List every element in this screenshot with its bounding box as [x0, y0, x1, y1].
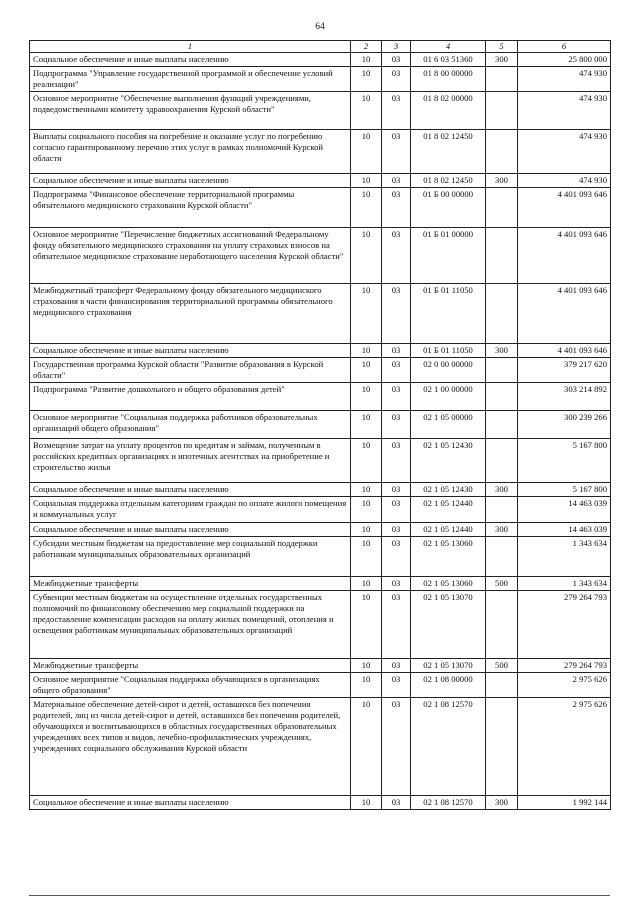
row-section-cell: 10 — [351, 796, 382, 810]
row-amount-cell: 14 463 039 — [518, 523, 611, 537]
budget-table — [29, 40, 611, 810]
row-subsection-cell: 03 — [382, 53, 411, 67]
row-amount-cell: 1 992 144 — [518, 796, 611, 810]
row-subsection-cell: 03 — [382, 344, 411, 358]
header-col-4: 4 — [411, 41, 486, 53]
row-subsection-cell: 03 — [382, 591, 411, 659]
row-name-cell: Материальное обеспечение детей-сирот и детей, оставшихся без попечения родителей, лиц из числа детей-сирот и детей, оставшихся без попечения родителей, обучающихся и воспитывающихся в областных государственных образовательных учреждениях всех типов и видов, лечебно-профилактических учреждениях, учреждениях социального обслуживания Курской области — [30, 698, 351, 796]
row-subsection-cell: 03 — [382, 67, 411, 92]
row-name-cell: Основное мероприятие "Социальная поддержка обучающихся в организациях общего образования" — [30, 673, 351, 698]
row-section-cell: 10 — [351, 344, 382, 358]
table-row — [30, 92, 611, 130]
row-expense-type-cell — [486, 439, 518, 483]
row-name-cell: Субсидии местным бюджетам на предоставление мер социальной поддержки работникам муниципальных образовательных организаций — [30, 537, 351, 577]
row-section-cell: 10 — [351, 523, 382, 537]
row-name-cell: Социальное обеспечение и иные выплаты населению — [30, 483, 351, 497]
row-subsection-cell: 03 — [382, 523, 411, 537]
row-subsection-cell: 03 — [382, 497, 411, 523]
table-row — [30, 659, 611, 673]
row-section-cell: 10 — [351, 228, 382, 284]
row-amount-cell: 1 343 634 — [518, 537, 611, 577]
row-section-cell: 10 — [351, 537, 382, 577]
table-row — [30, 698, 611, 796]
row-section-cell: 10 — [351, 659, 382, 673]
table-row — [30, 483, 611, 497]
row-expense-type-cell — [486, 188, 518, 228]
row-subsection-cell: 03 — [382, 188, 411, 228]
row-section-cell: 10 — [351, 174, 382, 188]
table-row — [30, 228, 611, 284]
row-target-article-cell: 02 1 05 13070 — [411, 659, 486, 673]
table-row — [30, 358, 611, 383]
row-amount-cell: 5 167 800 — [518, 483, 611, 497]
row-target-article-cell: 01 6 03 51360 — [411, 53, 486, 67]
row-amount-cell: 14 463 039 — [518, 497, 611, 523]
row-expense-type-cell: 300 — [486, 523, 518, 537]
row-expense-type-cell: 300 — [486, 796, 518, 810]
table-header-row — [30, 41, 611, 53]
row-name-cell: Социальное обеспечение и иные выплаты населению — [30, 344, 351, 358]
row-name-cell: Социальное обеспечение и иные выплаты населению — [30, 796, 351, 810]
table-row — [30, 284, 611, 344]
row-target-article-cell: 02 1 08 00000 — [411, 673, 486, 698]
row-name-cell: Основное мероприятие "Перечисление бюджетных ассигнований Федеральному фонду обязательного медицинского страхования на уплату страховых взносов на обязательное медицинское страхование неработающего населения Курской области" — [30, 228, 351, 284]
row-name-cell: Основное мероприятие "Социальная поддержка работников образовательных организаций общего образования" — [30, 411, 351, 439]
row-subsection-cell: 03 — [382, 659, 411, 673]
row-name-cell: Подпрограмма "Развитие дошкольного и общего образования детей" — [30, 383, 351, 411]
row-amount-cell: 5 167 800 — [518, 439, 611, 483]
header-col-1: 1 — [30, 41, 351, 53]
table-row — [30, 497, 611, 523]
row-expense-type-cell: 300 — [486, 483, 518, 497]
row-name-cell: Социальная поддержка отдельным категориям граждан по оплате жилого помещения и коммунальных услуг — [30, 497, 351, 523]
row-target-article-cell: 01 Б 01 11050 — [411, 344, 486, 358]
row-section-cell: 10 — [351, 698, 382, 796]
row-amount-cell: 4 401 093 646 — [518, 344, 611, 358]
row-amount-cell: 4 401 093 646 — [518, 284, 611, 344]
row-target-article-cell: 02 1 05 12440 — [411, 523, 486, 537]
table-row — [30, 67, 611, 92]
row-name-cell: Государственная программа Курской области "Развитие образования в Курской области" — [30, 358, 351, 383]
row-subsection-cell: 03 — [382, 411, 411, 439]
row-name-cell: Подпрограмма "Финансовое обеспечение территориальной программы обязательного медицинского страхования Курской области" — [30, 188, 351, 228]
row-amount-cell: 474 930 — [518, 67, 611, 92]
row-target-article-cell: 02 1 08 12570 — [411, 796, 486, 810]
row-amount-cell: 25 800 000 — [518, 53, 611, 67]
table-row — [30, 577, 611, 591]
table-row — [30, 383, 611, 411]
table-row — [30, 537, 611, 577]
row-target-article-cell: 02 1 05 00000 — [411, 411, 486, 439]
table-row — [30, 523, 611, 537]
row-subsection-cell: 03 — [382, 284, 411, 344]
row-target-article-cell: 02 1 00 00000 — [411, 383, 486, 411]
row-target-article-cell: 01 8 02 00000 — [411, 92, 486, 130]
row-target-article-cell: 01 8 00 00000 — [411, 67, 486, 92]
row-name-cell: Социальное обеспечение и иные выплаты населению — [30, 53, 351, 67]
row-expense-type-cell — [486, 537, 518, 577]
row-section-cell: 10 — [351, 92, 382, 130]
row-expense-type-cell — [486, 284, 518, 344]
page-bottom-rule — [29, 895, 610, 896]
row-expense-type-cell: 500 — [486, 577, 518, 591]
row-expense-type-cell — [486, 358, 518, 383]
row-name-cell: Возмещение затрат на уплату процентов по кредитам и займам, полученным в российских кредитных организациях и ипотечных агентствах на приобретение и строительство жилья — [30, 439, 351, 483]
row-amount-cell: 1 343 634 — [518, 577, 611, 591]
row-section-cell: 10 — [351, 439, 382, 483]
row-amount-cell: 279 264 793 — [518, 659, 611, 673]
row-target-article-cell: 01 8 02 12450 — [411, 174, 486, 188]
row-section-cell: 10 — [351, 284, 382, 344]
page-number: 64 — [315, 22, 325, 32]
header-col-5: 5 — [486, 41, 518, 53]
row-section-cell: 10 — [351, 358, 382, 383]
row-target-article-cell: 02 1 05 12430 — [411, 439, 486, 483]
row-amount-cell: 2 975 626 — [518, 673, 611, 698]
row-target-article-cell: 02 1 08 12570 — [411, 698, 486, 796]
row-subsection-cell: 03 — [382, 228, 411, 284]
row-subsection-cell: 03 — [382, 439, 411, 483]
row-target-article-cell: 02 1 05 13060 — [411, 537, 486, 577]
row-section-cell: 10 — [351, 483, 382, 497]
row-subsection-cell: 03 — [382, 537, 411, 577]
row-expense-type-cell — [486, 228, 518, 284]
row-subsection-cell: 03 — [382, 698, 411, 796]
row-expense-type-cell — [486, 92, 518, 130]
header-col-2: 2 — [351, 41, 382, 53]
row-name-cell: Подпрограмма "Управление государственной программой и обеспечение условий реализации" — [30, 67, 351, 92]
row-section-cell: 10 — [351, 67, 382, 92]
row-name-cell: Субвенции местным бюджетам на осуществление отдельных государственных полномочий по финансовому обеспечению мер социальной поддержки на предоставление компенсации расходов на оплату жилых помещений, отопления и освещения работникам муниципальных образовательных организаций — [30, 591, 351, 659]
row-expense-type-cell: 300 — [486, 174, 518, 188]
row-amount-cell: 474 930 — [518, 174, 611, 188]
row-subsection-cell: 03 — [382, 577, 411, 591]
row-target-article-cell: 02 1 05 12440 — [411, 497, 486, 523]
row-target-article-cell: 02 0 00 00000 — [411, 358, 486, 383]
row-section-cell: 10 — [351, 673, 382, 698]
row-name-cell: Межбюджетные трансферты — [30, 659, 351, 673]
row-subsection-cell: 03 — [382, 92, 411, 130]
row-section-cell: 10 — [351, 411, 382, 439]
header-col-3: 3 — [382, 41, 411, 53]
row-section-cell: 10 — [351, 577, 382, 591]
row-amount-cell: 4 401 093 646 — [518, 188, 611, 228]
row-section-cell: 10 — [351, 591, 382, 659]
row-target-article-cell: 02 1 05 13060 — [411, 577, 486, 591]
row-subsection-cell: 03 — [382, 673, 411, 698]
row-amount-cell: 474 930 — [518, 130, 611, 174]
table-row — [30, 344, 611, 358]
row-amount-cell: 474 930 — [518, 92, 611, 130]
row-expense-type-cell: 300 — [486, 344, 518, 358]
table-row — [30, 53, 611, 67]
table-body — [30, 53, 611, 810]
row-expense-type-cell: 300 — [486, 53, 518, 67]
row-name-cell: Социальное обеспечение и иные выплаты населению — [30, 523, 351, 537]
row-target-article-cell: 02 1 05 13070 — [411, 591, 486, 659]
table-row — [30, 796, 611, 810]
row-expense-type-cell — [486, 673, 518, 698]
row-expense-type-cell — [486, 497, 518, 523]
row-subsection-cell: 03 — [382, 383, 411, 411]
row-expense-type-cell — [486, 698, 518, 796]
row-section-cell: 10 — [351, 188, 382, 228]
row-name-cell: Межбюджетный трансферт Федеральному фонду обязательного медицинского страхования в части финансирования территориальной программы обязательного медицинского страхования — [30, 284, 351, 344]
table-row — [30, 130, 611, 174]
row-subsection-cell: 03 — [382, 358, 411, 383]
table-row — [30, 174, 611, 188]
row-amount-cell: 379 217 620 — [518, 358, 611, 383]
table-row — [30, 439, 611, 483]
row-target-article-cell: 01 8 02 12450 — [411, 130, 486, 174]
row-subsection-cell: 03 — [382, 483, 411, 497]
row-name-cell: Выплаты социального пособия на погребение и оказание услуг по погребению согласно гарантированному перечню этих услуг в рамках полномочий Курской области — [30, 130, 351, 174]
row-amount-cell: 2 975 626 — [518, 698, 611, 796]
row-target-article-cell: 01 Б 01 00000 — [411, 228, 486, 284]
row-amount-cell: 303 214 892 — [518, 383, 611, 411]
row-target-article-cell: 01 Б 01 11050 — [411, 284, 486, 344]
table-row — [30, 411, 611, 439]
row-subsection-cell: 03 — [382, 130, 411, 174]
row-name-cell: Основное мероприятие "Обеспечение выполнения функций учреждениями, подведомственными комитету здравоохранения Курской области" — [30, 92, 351, 130]
row-expense-type-cell — [486, 67, 518, 92]
row-section-cell: 10 — [351, 497, 382, 523]
row-section-cell: 10 — [351, 130, 382, 174]
row-expense-type-cell — [486, 130, 518, 174]
header-col-6: 6 — [518, 41, 611, 53]
row-expense-type-cell — [486, 591, 518, 659]
row-subsection-cell: 03 — [382, 796, 411, 810]
row-expense-type-cell — [486, 411, 518, 439]
row-target-article-cell: 02 1 05 12430 — [411, 483, 486, 497]
table-row — [30, 188, 611, 228]
row-expense-type-cell: 500 — [486, 659, 518, 673]
row-subsection-cell: 03 — [382, 174, 411, 188]
row-name-cell: Межбюджетные трансферты — [30, 577, 351, 591]
row-amount-cell: 300 239 266 — [518, 411, 611, 439]
table-row — [30, 591, 611, 659]
row-target-article-cell: 01 Б 00 00000 — [411, 188, 486, 228]
table-row — [30, 673, 611, 698]
row-amount-cell: 279 264 793 — [518, 591, 611, 659]
row-section-cell: 10 — [351, 383, 382, 411]
row-section-cell: 10 — [351, 53, 382, 67]
row-name-cell: Социальное обеспечение и иные выплаты населению — [30, 174, 351, 188]
row-expense-type-cell — [486, 383, 518, 411]
row-amount-cell: 4 401 093 646 — [518, 228, 611, 284]
